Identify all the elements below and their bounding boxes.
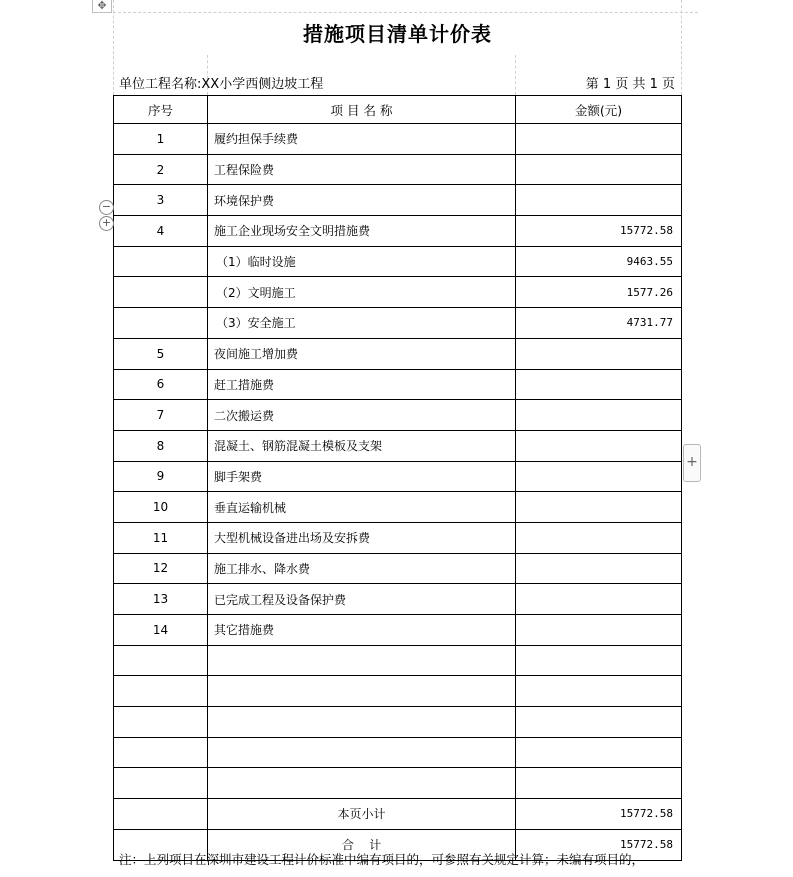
table-row[interactable] xyxy=(114,737,682,768)
row-no[interactable]: 1 xyxy=(114,124,208,155)
table-row[interactable] xyxy=(114,216,682,247)
row-amount[interactable] xyxy=(516,492,682,523)
row-name[interactable] xyxy=(208,676,516,707)
row-name[interactable]: （2）文明施工 xyxy=(208,277,516,308)
row-name[interactable] xyxy=(208,707,516,738)
row-no[interactable]: 11 xyxy=(114,522,208,553)
meta-row xyxy=(113,76,681,94)
measures-table xyxy=(113,95,682,861)
row-name[interactable] xyxy=(208,737,516,768)
row-amount[interactable] xyxy=(516,553,682,584)
row-no[interactable]: 14 xyxy=(114,615,208,646)
total-amount[interactable]: 15772.58 xyxy=(516,829,682,860)
table-row[interactable] xyxy=(114,400,682,431)
table-header xyxy=(114,96,682,124)
row-amount[interactable] xyxy=(516,615,682,646)
subtotal-amount[interactable]: 15772.58 xyxy=(516,799,682,830)
project-name: 单位工程名称:XX小学西侧边坡工程 xyxy=(119,77,324,92)
table-row[interactable] xyxy=(114,461,682,492)
row-no[interactable]: 3 xyxy=(114,185,208,216)
subtotal-label: 本页小计 xyxy=(208,799,516,830)
row-name[interactable]: 赶工措施费 xyxy=(208,369,516,400)
page-info: 第 1 页 共 1 页 xyxy=(585,77,675,92)
row-amount[interactable] xyxy=(516,154,682,185)
row-no[interactable] xyxy=(114,277,208,308)
table-row[interactable] xyxy=(114,124,682,155)
table-row[interactable] xyxy=(114,615,682,646)
row-no[interactable]: 4 xyxy=(114,216,208,247)
row-amount[interactable] xyxy=(516,369,682,400)
row-amount[interactable]: 9463.55 xyxy=(516,246,682,277)
row-name[interactable]: 环境保护费 xyxy=(208,185,516,216)
row-no[interactable]: 5 xyxy=(114,338,208,369)
row-amount[interactable] xyxy=(516,124,682,155)
row-no[interactable]: 7 xyxy=(114,400,208,431)
minus-circle-icon[interactable]: − xyxy=(99,200,114,215)
row-name[interactable]: 工程保险费 xyxy=(208,154,516,185)
row-name[interactable]: 其它措施费 xyxy=(208,615,516,646)
footnote: 注：上列项目在深圳市建设工程计价标准中编有项目的，可参照有关规定计算；未编有项目的， xyxy=(119,852,645,867)
row-amount[interactable] xyxy=(516,430,682,461)
row-no[interactable]: 2 xyxy=(114,154,208,185)
row-name[interactable]: 已完成工程及设备保护费 xyxy=(208,584,516,615)
row-name[interactable]: 履约担保手续费 xyxy=(208,124,516,155)
plus-icon[interactable]: + xyxy=(683,444,701,482)
table-row[interactable] xyxy=(114,277,682,308)
row-no[interactable]: 10 xyxy=(114,492,208,523)
table-row[interactable] xyxy=(114,185,682,216)
row-amount[interactable] xyxy=(516,645,682,676)
table-row[interactable] xyxy=(114,246,682,277)
row-name[interactable] xyxy=(208,645,516,676)
table-row[interactable] xyxy=(114,584,682,615)
header-name: 项 目 名 称 xyxy=(208,96,516,124)
row-no[interactable]: 13 xyxy=(114,584,208,615)
row-amount[interactable]: 15772.58 xyxy=(516,216,682,247)
row-name[interactable]: 混凝土、钢筋混凝土模板及支架 xyxy=(208,430,516,461)
row-amount[interactable] xyxy=(516,737,682,768)
header-amount: 金额(元) xyxy=(516,96,682,124)
row-no[interactable]: 8 xyxy=(114,430,208,461)
row-no[interactable]: 9 xyxy=(114,461,208,492)
table-row[interactable] xyxy=(114,430,682,461)
plus-circle-icon[interactable]: + xyxy=(99,216,114,231)
row-amount[interactable] xyxy=(516,584,682,615)
row-no[interactable]: 6 xyxy=(114,369,208,400)
row-no[interactable] xyxy=(114,676,208,707)
table-row[interactable] xyxy=(114,553,682,584)
table-row[interactable] xyxy=(114,522,682,553)
row-amount[interactable] xyxy=(516,461,682,492)
table-row[interactable] xyxy=(114,338,682,369)
row-name[interactable]: （1）临时设施 xyxy=(208,246,516,277)
move-icon[interactable]: ✥ xyxy=(92,0,112,13)
row-amount[interactable] xyxy=(516,338,682,369)
row-amount[interactable] xyxy=(516,676,682,707)
row-name[interactable]: （3）安全施工 xyxy=(208,308,516,339)
table-row[interactable] xyxy=(114,768,682,799)
row-name[interactable]: 垂直运输机械 xyxy=(208,492,516,523)
row-amount[interactable] xyxy=(516,768,682,799)
table-row[interactable] xyxy=(114,154,682,185)
table-row[interactable] xyxy=(114,645,682,676)
row-no[interactable] xyxy=(114,308,208,339)
row-name[interactable] xyxy=(208,768,516,799)
row-name[interactable]: 施工企业现场安全文明措施费 xyxy=(208,216,516,247)
row-name[interactable]: 大型机械设备进出场及安拆费 xyxy=(208,522,516,553)
page-title: 措施项目清单计价表 xyxy=(303,22,492,46)
total-label: 合 计 xyxy=(208,829,516,860)
row-amount[interactable] xyxy=(516,400,682,431)
table-row[interactable] xyxy=(114,369,682,400)
table-row[interactable] xyxy=(114,492,682,523)
row-name[interactable]: 施工排水、降水费 xyxy=(208,553,516,584)
row-no[interactable] xyxy=(114,645,208,676)
row-amount[interactable]: 4731.77 xyxy=(516,308,682,339)
page-guide-top xyxy=(113,12,698,13)
row-name[interactable]: 夜间施工增加费 xyxy=(208,338,516,369)
row-no[interactable] xyxy=(114,246,208,277)
table-row[interactable] xyxy=(114,707,682,738)
row-amount[interactable] xyxy=(516,522,682,553)
row-amount[interactable] xyxy=(516,707,682,738)
row-no[interactable]: 12 xyxy=(114,553,208,584)
row-no[interactable] xyxy=(114,768,208,799)
subtotal-no[interactable] xyxy=(114,799,208,830)
table-row[interactable] xyxy=(114,676,682,707)
table-row[interactable] xyxy=(114,308,682,339)
subtotal-row xyxy=(114,799,682,830)
row-name[interactable]: 二次搬运费 xyxy=(208,400,516,431)
row-amount[interactable] xyxy=(516,185,682,216)
row-no[interactable] xyxy=(114,707,208,738)
row-no[interactable] xyxy=(114,737,208,768)
row-amount[interactable]: 1577.26 xyxy=(516,277,682,308)
header-no: 序号 xyxy=(114,96,208,124)
row-name[interactable]: 脚手架费 xyxy=(208,461,516,492)
